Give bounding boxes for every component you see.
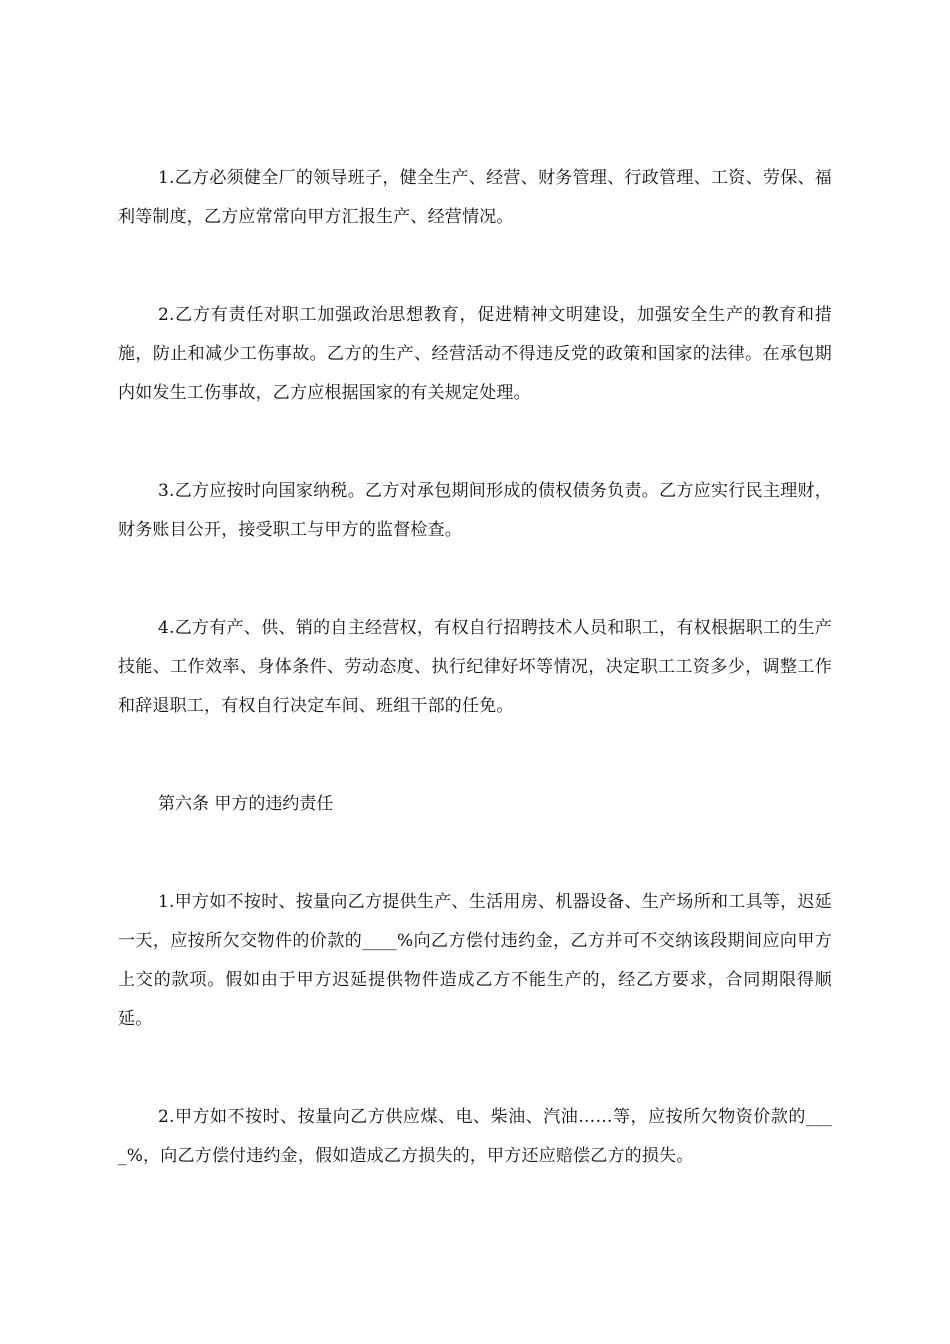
paragraph-4: 4.乙方有产、供、销的自主经营权，有权自行招聘技术人员和职工，有权根据职工的生产技能、工作效率、身体条件、劳动态度、执行纪律好坏等情况，决定职工工资多少，调整工作和辞退职工，有权自行决定车间、班组干部的任免。	[118, 618, 832, 716]
paragraph-spacer	[118, 550, 832, 609]
paragraph-2: 2.乙方有责任对职工加强政治思想教育，促进精神文明建设，加强安全生产的教育和措施，防止和减少工伤事故。乙方的生产、经营活动不得违反党的政策和国家的法律。在承包期内如发生工伤事故，乙方应根据国家的有关规定处理。	[118, 305, 832, 403]
paragraph-1: 1.乙方必须健全厂的领导班子，健全生产、经营、财务管理、行政管理、工资、劳保、福利等制度，乙方应常常向甲方汇报生产、经营情况。	[118, 168, 832, 227]
section-paragraph-2: 2.甲方如不按时、按量向乙方供应煤、电、柴油、汽油……等，应按所欠物资价款的____%，向乙方偿付违约金，假如造成乙方损失的，甲方还应赔偿乙方的损失。	[118, 1107, 832, 1166]
paragraph-spacer	[118, 237, 832, 296]
paragraph-spacer	[118, 1039, 832, 1098]
section-paragraph-1: 1.甲方如不按时、按量向乙方提供生产、生活用房、机器设备、生产场所和工具等，迟延一天，应按所欠交物件的价款的____%向乙方偿付违约金，乙方并可不交纳该段期间应向甲方上交的款项。假如由于甲方迟延提供物件造成乙方不能生产的，经乙方要求，合同期限得顺延。	[118, 892, 832, 1029]
paragraph-3: 3.乙方应按时向国家纳税。乙方对承包期间形成的债权债务负责。乙方应实行民主理财，财务账目公开，接受职工与甲方的监督检查。	[118, 481, 832, 540]
document-body	[118, 159, 832, 1176]
paragraph-spacer	[118, 413, 832, 472]
section-heading: 第六条 甲方的违约责任	[158, 794, 334, 814]
paragraph-spacer	[118, 726, 832, 785]
paragraph-spacer	[118, 824, 832, 883]
